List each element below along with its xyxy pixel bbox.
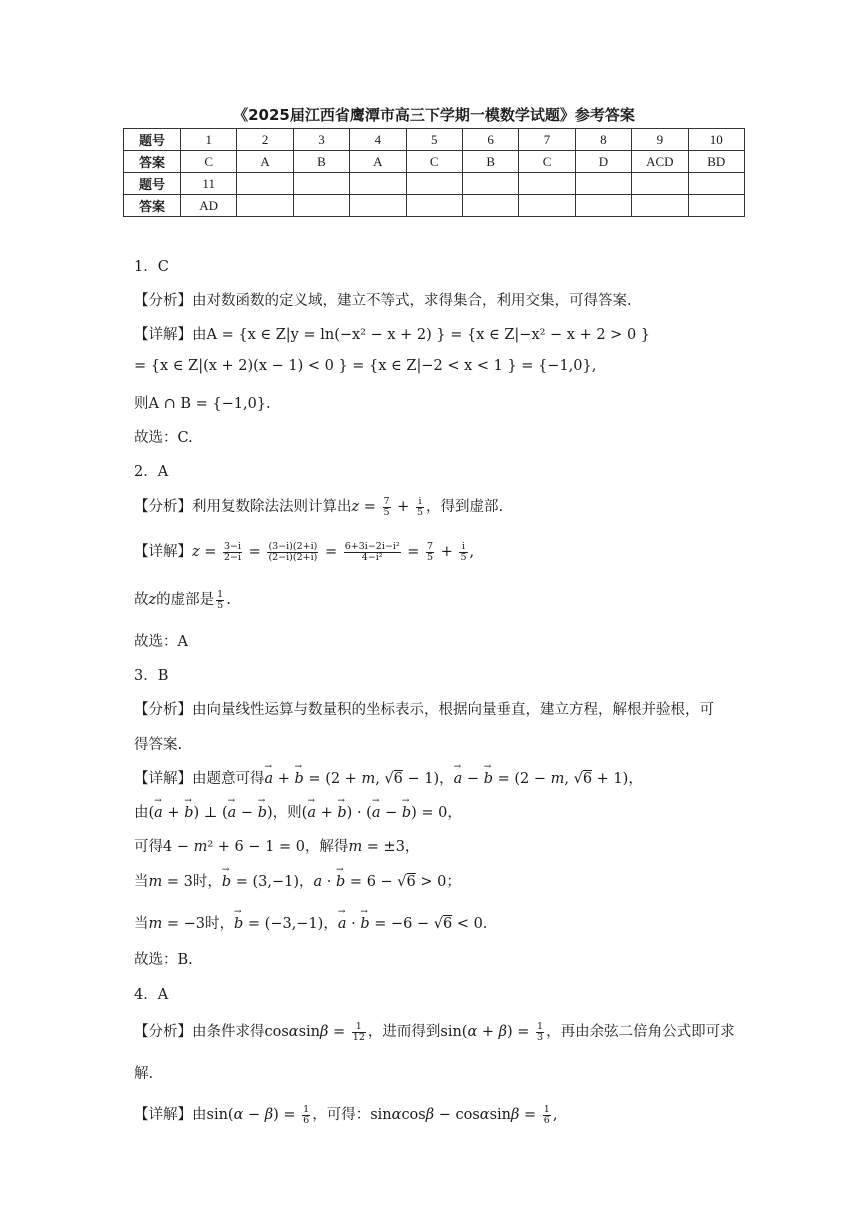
q3-detail-line1: 【详解】由题意可得→ a + → b = (2 + m, √6 − 1)，→ a − → b = (2 − m, √6 + 1)， — [134, 767, 643, 788]
table-cell: 11 — [181, 173, 237, 195]
analysis-text: 【分析】利用复数除法法则计算出 — [134, 499, 352, 515]
detail-text: 当 — [134, 916, 149, 932]
detail-text: 时， — [192, 874, 222, 890]
table-cell — [406, 173, 462, 195]
conclusion-text: 的虚部是 — [156, 592, 215, 608]
table-row-label: 答案 — [124, 151, 181, 173]
detail-text: 由题意可得 — [192, 771, 265, 787]
q3-analysis-line1: 【分析】由向量线性运算与数量积的坐标表示，根据向量垂直，建立方程，解根并验根，可 — [134, 702, 714, 718]
q2-choose: 故选：A — [134, 634, 188, 650]
table-row — [124, 151, 745, 173]
q1-detail-line2: = {x ∈ Z|(x + 2)(x − 1) < 0 } = {x ∈ Z|−2 < x < 1 } = {−1,0}, — [134, 358, 597, 374]
table-cell: ACD — [632, 151, 688, 173]
table-cell — [632, 195, 688, 217]
detail-text: 可得 — [134, 839, 163, 855]
q1-detail-line1 — [134, 323, 650, 344]
table-cell — [632, 173, 688, 195]
table-row — [124, 173, 745, 195]
table-cell — [350, 173, 406, 195]
table-cell: 3 — [293, 129, 349, 151]
table-cell: D — [575, 151, 631, 173]
detail-text: 由 — [192, 1107, 207, 1123]
table-cell: C — [181, 151, 237, 173]
detail-label: 【详解】 — [134, 771, 192, 787]
q3-detail-line2: 由(→ a + → b) ⊥ (→ a − → b)，则(→ a + → b) · (→ a − → b) = 0， — [134, 801, 462, 822]
table-cell: 4 — [350, 129, 406, 151]
analysis-text: ，得到虚部. — [425, 499, 504, 515]
q2-heading: 2．A — [134, 464, 169, 480]
table-cell: 2 — [237, 129, 293, 151]
table-cell — [575, 173, 631, 195]
q4-detail: 【详解】由sin(α − β) = $\frac{1}{6}$ ，可得：sinαcosβ − cosαsinβ = $\frac{1}{6}$ , — [134, 1103, 558, 1126]
table-cell — [350, 195, 406, 217]
table-row — [124, 195, 745, 217]
table-cell: C — [406, 151, 462, 173]
table-cell — [462, 195, 518, 217]
analysis-text: ，再由余弦二倍角公式即可求 — [546, 1024, 735, 1040]
table-cell — [406, 195, 462, 217]
table-cell — [237, 173, 293, 195]
analysis-text: 【分析】由条件求得 — [134, 1024, 265, 1040]
table-cell — [688, 195, 744, 217]
q2-analysis: 【分析】利用复数除法法则计算出z = $\frac{7}{5}$ + $\frac{i}{5}$ ，得到虚部. — [134, 495, 504, 518]
conclusion-text: 故 — [134, 592, 149, 608]
q2-detail: 【详解】z = $\frac{3-i}{2-i}$ = $\frac{(3-i)(2+i)}{(2-i)(2+i)}$ = $\frac{\text{6+3i−2i−i²}}{\text{4−i²}}$ = $\frac{7}{5}$ + $\frac{i}{5}$ , — [134, 540, 475, 563]
detail-label: 【详解】 — [134, 544, 192, 560]
table-cell: 7 — [519, 129, 575, 151]
detail-text: ，可得： — [312, 1107, 371, 1123]
detail-text: ，则 — [272, 805, 302, 821]
q3-detail-line3: 可得4 − m² + 6 − 1 = 0，解得m = ±3， — [134, 839, 420, 855]
table-cell: 10 — [688, 129, 744, 151]
table-cell: 6 — [462, 129, 518, 151]
table-cell: C — [519, 151, 575, 173]
q1-detail-line3: 则A ∩ B = {−1,0}. — [134, 396, 271, 412]
table-cell: A — [350, 151, 406, 173]
table-row-label: 答案 — [124, 195, 181, 217]
table-cell — [688, 173, 744, 195]
detail-text: 时， — [205, 916, 234, 932]
table-cell: B — [462, 151, 518, 173]
q3-detail-line5: 当m = −3时，→ b = (−3,−1)，→ a · → b = −6 − √6 < 0. — [134, 912, 487, 933]
document-title: 《2025届江西省鹰潭市高三下学期一模数学试题》参考答案 — [233, 106, 635, 124]
table-cell: 5 — [406, 129, 462, 151]
q2-conclusion: 故z的虚部是 $\frac{1}{5}$ . — [134, 588, 231, 611]
math-expression: 由A = {x ∈ Z|y = ln(−x² − x + 2) } = {x ∈ Z|−x² − x + 2 > 0 } — [192, 327, 651, 343]
table-cell: 9 — [632, 129, 688, 151]
table-cell — [519, 195, 575, 217]
table-row — [124, 129, 745, 151]
answer-table — [123, 128, 745, 217]
q4-heading: 4．A — [134, 987, 169, 1003]
q4-analysis-line2: 解. — [134, 1066, 154, 1082]
analysis-text: ，进而得到 — [367, 1024, 441, 1040]
detail-text: 当 — [134, 874, 149, 890]
table-cell — [462, 173, 518, 195]
table-cell — [293, 173, 349, 195]
table-cell: 8 — [575, 129, 631, 151]
detail-label: 【详解】 — [134, 1107, 192, 1123]
q3-heading: 3．B — [134, 668, 169, 684]
q1-choose: 故选：C. — [134, 430, 193, 446]
table-row-label: 题号 — [124, 173, 181, 195]
q1-analysis: 【分析】由对数函数的定义域，建立不等式，求得集合，利用交集，可得答案. — [134, 293, 632, 309]
table-cell — [519, 173, 575, 195]
table-cell — [293, 195, 349, 217]
detail-label: 【详解】 — [134, 327, 192, 343]
table-cell: BD — [688, 151, 744, 173]
table-cell — [237, 195, 293, 217]
table-cell: B — [293, 151, 349, 173]
table-cell: AD — [181, 195, 237, 217]
detail-text: 由 — [134, 805, 149, 821]
table-cell: 1 — [181, 129, 237, 151]
q1-heading: 1．C — [134, 259, 169, 275]
q3-choose: 故选：B. — [134, 952, 193, 968]
q3-detail-line4: 当m = 3时，→ b = (3,−1)，a · → b = 6 − √6 > 0； — [134, 870, 461, 891]
q3-analysis-line2: 得答案. — [134, 737, 183, 753]
table-cell — [575, 195, 631, 217]
q4-analysis-line1: 【分析】由条件求得cosαsinβ = $\frac{1}{12}$ ，进而得到sin(α + β) = $\frac{1}{3}$ ，再由余弦二倍角公式即可求 — [134, 1020, 735, 1043]
detail-text: ，解得 — [304, 839, 349, 855]
table-cell: A — [237, 151, 293, 173]
table-row-label: 题号 — [124, 129, 181, 151]
